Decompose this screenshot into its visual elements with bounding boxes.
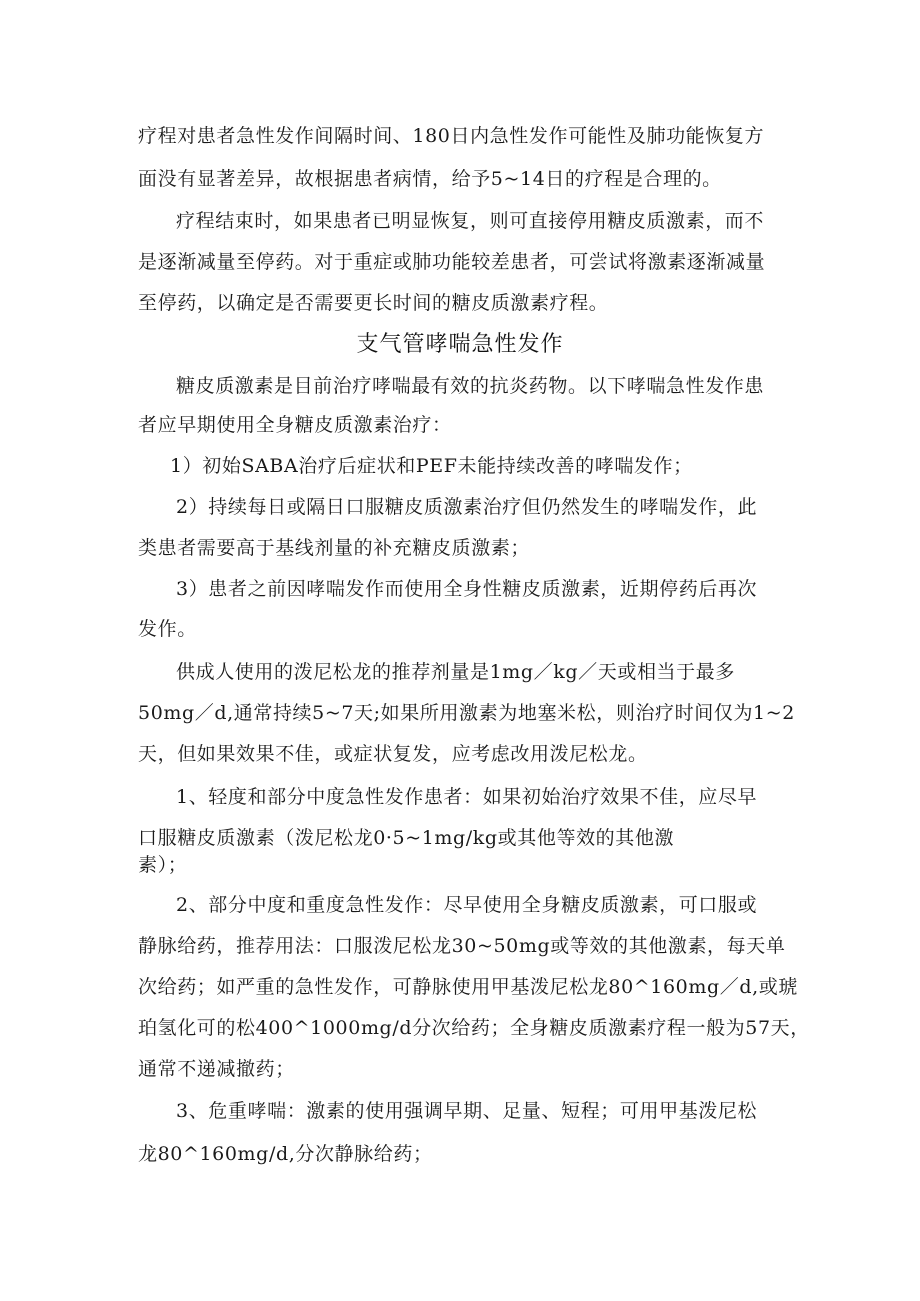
- text-line: 是逐渐减量至停药。对于重症或肺功能较差患者，可尝试将激素逐渐减量: [138, 251, 766, 273]
- text-line: 天，但如果效果不佳，或症状复发，应考虑改用泼尼松龙。: [138, 743, 648, 765]
- text-line: 供成人使用的泼尼松龙的推荐剂量是1mg／kg／天或相当于最多: [176, 661, 735, 683]
- text-line: 面没有显著差异，故根据患者病情，给予5~14日的疗程是合理的。: [138, 168, 722, 190]
- text-line: 疗程对患者急性发作间隔时间、180日内急性发作可能性及肺功能恢复方: [138, 125, 765, 147]
- list-item: 1）初始SABA治疗后症状和PEF未能持续改善的哮喘发作；: [170, 455, 693, 477]
- list-item: 2）持续每日或隔日口服糖皮质激素治疗但仍然发生的哮喘发作，此: [176, 496, 758, 518]
- section-heading: 支气管哮喘急性发作: [356, 332, 564, 357]
- text-line: 龙80^160mg/d,分次静脉给药；: [138, 1143, 433, 1165]
- text-line: 50mg／d,通常持续5~7天;如果所用激素为地塞米松，则治疗时间仅为1~2: [138, 702, 795, 724]
- text-line: 次给药；如严重的急性发作，可静脉使用甲基泼尼松龙80^160mg／d,或琥: [138, 976, 798, 998]
- text-line: 口服糖皮质激素（泼尼松龙0·5~1mg/kg或其他等效的其他激: [138, 827, 675, 849]
- text-line: 珀氢化可的松400^1000mg/d分次给药；全身糖皮质激素疗程一般为57天，: [138, 1017, 810, 1039]
- text-line: 至停药，以确定是否需要更长时间的糖皮质激素疗程。: [138, 292, 609, 314]
- text-line: 静脉给药，推荐用法：口服泼尼松龙30~50mg或等效的其他激素，每天单: [138, 935, 786, 957]
- text-line: 通常不递减撤药；: [138, 1058, 295, 1080]
- text-line: 疗程结束时，如果患者已明显恢复，则可直接停用糖皮质激素，而不: [176, 210, 765, 232]
- text-line: 者应早期使用全身糖皮质激素治疗：: [138, 414, 452, 436]
- text-line: 糖皮质激素是目前治疗哮喘最有效的抗炎药物。以下哮喘急性发作患: [176, 375, 765, 397]
- text-line: 发作。: [138, 618, 197, 640]
- text-line: 素）；: [138, 854, 188, 876]
- text-line: 类患者需要高于基线剂量的补充糖皮质激素；: [138, 537, 531, 559]
- list-item: 1、轻度和部分中度急性发作患者：如果初始治疗效果不佳，应尽早: [176, 786, 758, 808]
- list-item: 2、部分中度和重度急性发作：尽早使用全身糖皮质激素，可口服或: [176, 894, 758, 916]
- list-item: 3）患者之前因哮喘发作而使用全身性糖皮质激素，近期停药后再次: [176, 578, 758, 600]
- list-item: 3、危重哮喘：激素的使用强调早期、足量、短程；可用甲基泼尼松: [176, 1100, 758, 1122]
